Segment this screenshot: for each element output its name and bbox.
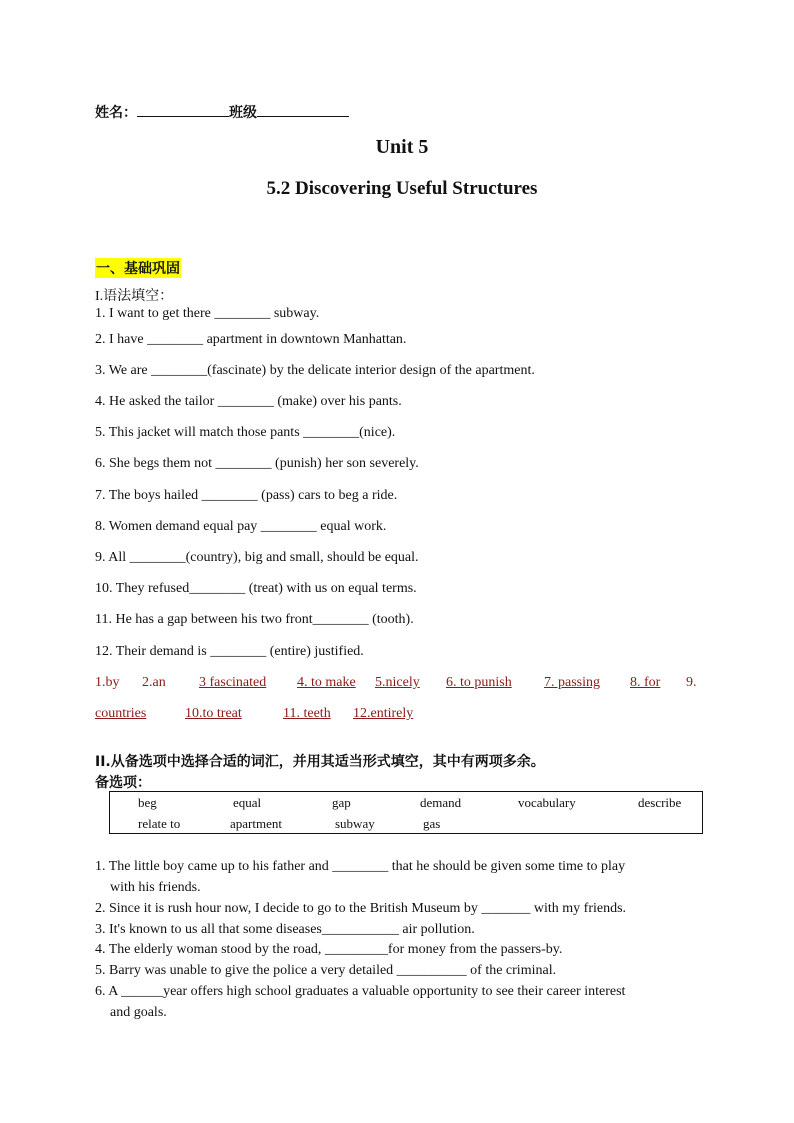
answer-key-line-1 — [95, 675, 699, 693]
question-7: 7. The boys hailed ________ (pass) cars to beg a ride. — [95, 488, 398, 503]
word-option: equal — [233, 795, 262, 810]
answer-1: 1.by — [95, 675, 120, 690]
answer-7: 7. passing — [544, 675, 600, 690]
fill-question-2 — [95, 898, 699, 919]
word-option: subway — [335, 816, 375, 831]
name-label: 姓名： — [95, 105, 137, 121]
student-info-line — [95, 102, 349, 122]
question-text: 4. The elderly woman stood by the road, _________for money from the passers-by. — [95, 942, 563, 957]
question-6: 6. She begs them not ________ (punish) her son severely. — [95, 456, 419, 471]
question-10: 10. They refused________ (treat) with us on equal terms. — [95, 581, 417, 596]
unit-title: Unit 5 — [375, 136, 429, 158]
word-option: gas — [423, 816, 441, 831]
name-blank — [137, 103, 229, 117]
question-12: 12. Their demand is ________ (entire) justified. — [95, 644, 364, 659]
answer-key-line-2 — [95, 706, 699, 724]
answer-11: 11. teeth — [283, 706, 331, 721]
class-label: 班级 — [229, 105, 257, 121]
question-text: 3. It's known to us all that some diseases___________ air pollution. — [95, 922, 475, 937]
word-option: vocabulary — [518, 795, 576, 810]
answer-2: 2.an — [142, 675, 166, 690]
question-text-cont: and goals. — [110, 1005, 167, 1020]
answer-8: 8. for — [630, 675, 661, 690]
question-2: 2. I have ________ apartment in downtown Manhattan. — [95, 332, 407, 347]
answer-4: 4. to make — [297, 675, 356, 690]
question-5: 5. This jacket will match those pants ________(nice). — [95, 425, 396, 440]
answer-9-number: 9. — [686, 675, 697, 690]
word-option: gap — [332, 795, 351, 810]
question-text: 5. Barry was unable to give the police a very detailed __________ of the criminal. — [95, 963, 557, 978]
fill-question-4 — [95, 939, 699, 960]
section-heading-basic: 一、基础巩固 — [95, 258, 181, 278]
question-1: 1. I want to get there ________ subway. — [95, 306, 320, 321]
answer-6: 6. to punish — [446, 675, 512, 690]
answer-12: 12.entirely — [353, 706, 414, 721]
fill-question-6 — [95, 981, 699, 1023]
section-heading-word-bank: II.从备选项中选择合适的词汇，并用其适当形式填空，其中有两项多余。 — [95, 754, 545, 770]
question-4: 4. He asked the tailor ________ (make) over his pants. — [95, 394, 402, 409]
word-bank-box — [109, 791, 703, 834]
fill-question-5 — [95, 960, 699, 981]
grammar-fill-heading: I.语法填空： — [95, 289, 174, 304]
word-option: demand — [420, 795, 462, 810]
answer-3: 3 fascinated — [199, 675, 267, 690]
question-3: 3. We are ________(fascinate) by the delicate interior design of the apartment. — [95, 363, 535, 378]
question-9: 9. All ________(country), big and small, should be equal. — [95, 550, 419, 565]
question-text: 6. A ______year offers high school graduates a valuable opportunity to see their career interest — [95, 984, 626, 999]
question-text: 2. Since it is rush hour now, I decide to go to the British Museum by _______ with my friends. — [95, 901, 627, 916]
class-blank — [257, 103, 349, 117]
fill-question-1 — [95, 856, 699, 898]
answer-9-word: countries — [95, 706, 147, 721]
word-option: apartment — [230, 816, 282, 831]
fill-question-3 — [95, 919, 699, 940]
word-option: relate to — [138, 816, 181, 831]
question-text: 1. The little boy came up to his father and ________ that he should be given some time to play — [95, 859, 626, 874]
word-option: beg — [138, 795, 157, 810]
question-11: 11. He has a gap between his two front________ (tooth). — [95, 612, 414, 627]
question-8: 8. Women demand equal pay ________ equal work. — [95, 519, 387, 534]
word-option: describe — [638, 795, 682, 810]
answer-10: 10.to treat — [185, 706, 242, 721]
question-text-cont: with his friends. — [110, 880, 201, 895]
answer-5: 5.nicely — [375, 675, 420, 690]
lesson-title: 5.2 Discovering Useful Structures — [266, 178, 538, 199]
options-label: 备选项： — [95, 775, 151, 791]
